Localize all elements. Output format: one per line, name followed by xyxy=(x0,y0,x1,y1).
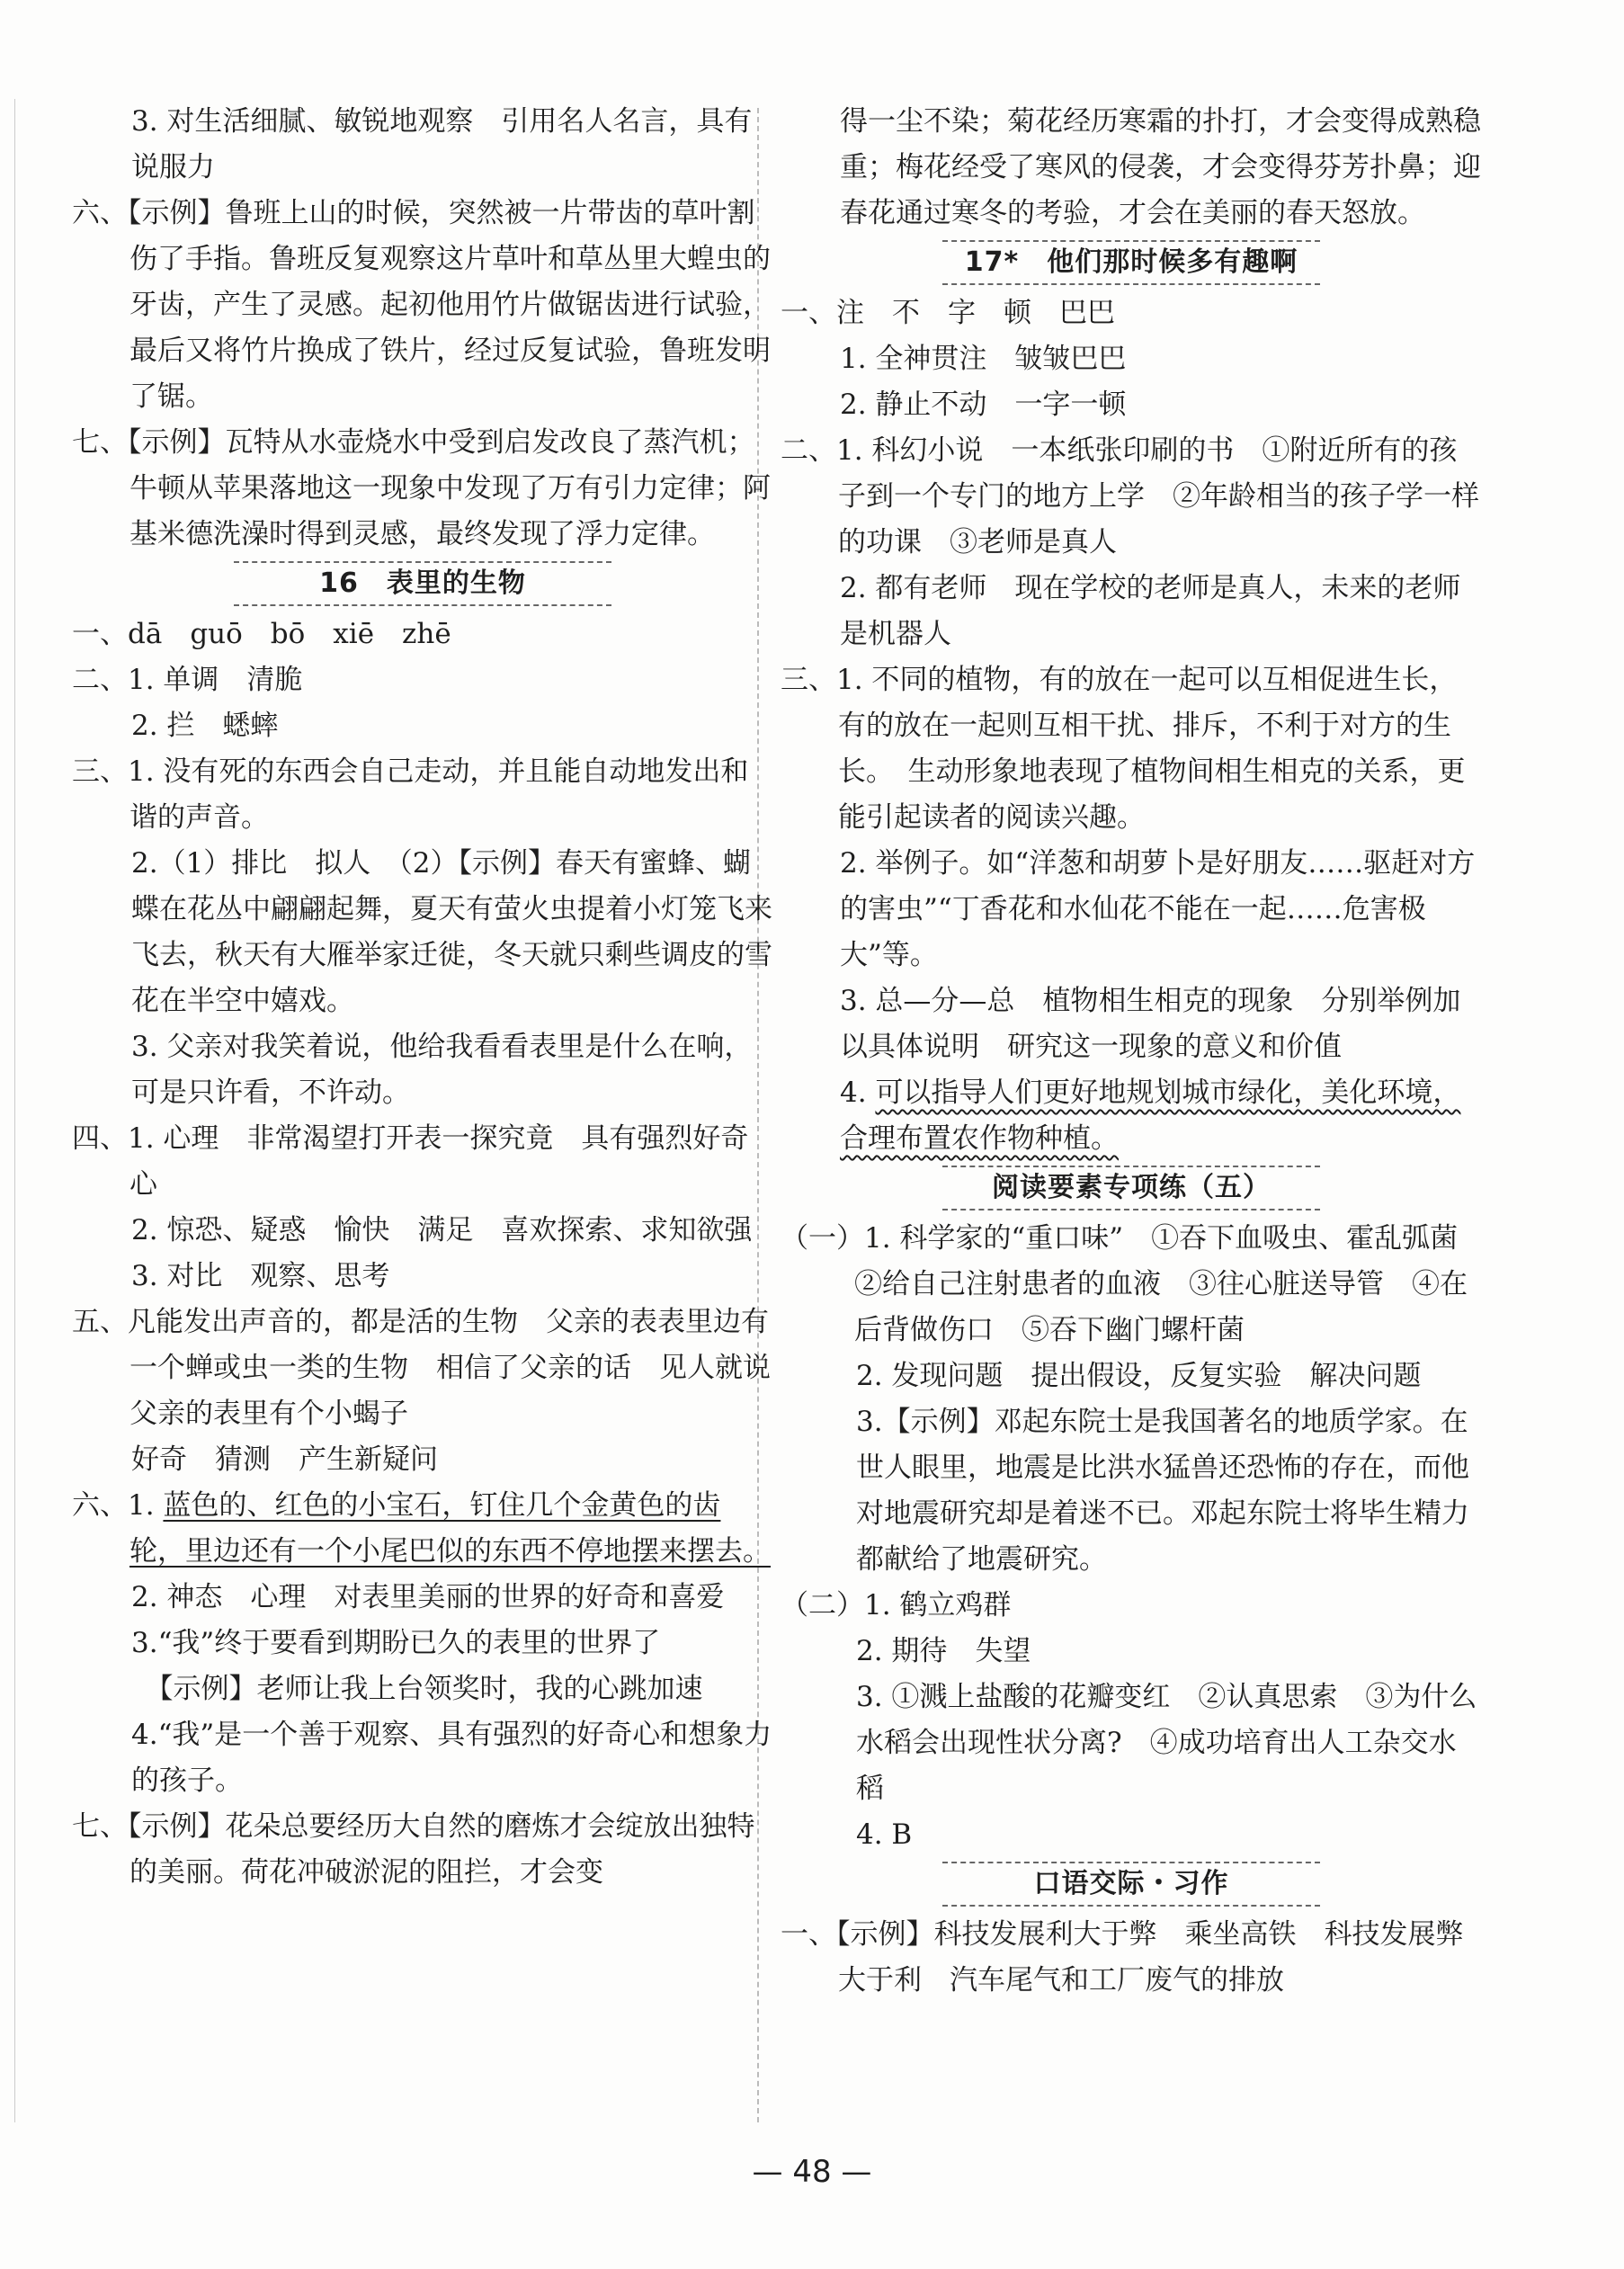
answer-prefix: 六、 xyxy=(72,197,128,229)
answer-line xyxy=(72,1712,773,1804)
answer-prefix: 一、 xyxy=(72,618,128,650)
answer-wavy xyxy=(781,1070,1482,1162)
answer-line xyxy=(72,841,773,1024)
answer-text: 1. 没有死的东西会自己走动，并且能自动地发出和谐的声音。 xyxy=(128,755,749,834)
section-16-answers xyxy=(72,612,773,1483)
answer-text: 得一尘不染；菊花经历寒霜的扑打，才会变得成熟稳重；梅花经受了寒风的侵袭，才会变得芬芳扑鼻；迎春花通过寒冬的考验，才会在美丽的春天怒放。 xyxy=(840,105,1481,229)
answer-prefix: 二、 xyxy=(781,434,836,467)
answer-line xyxy=(781,1629,1482,1675)
answer-six xyxy=(72,1483,773,1575)
answer-line xyxy=(72,703,773,749)
answer-text: 3. ①溅上盐酸的花瓣变红 ②认真思索 ③为什么水稻会出现性状分离? ④成功培育出人工杂交水稻 xyxy=(856,1681,1477,1805)
answer-text: 3. 父亲对我笑着说，他给我看看表里是什么在响，可是只许看，不许动。 xyxy=(131,1031,753,1109)
answer-line xyxy=(72,99,773,191)
answer-line xyxy=(72,1666,773,1712)
answer-line xyxy=(72,191,773,420)
answer-number: 1. xyxy=(128,1489,164,1522)
answer-prefix: 七、 xyxy=(72,1810,128,1843)
answer-line xyxy=(72,657,773,703)
answer-text: 1. 单调 清脆 xyxy=(128,664,303,696)
answer-line xyxy=(781,657,1482,841)
answer-line xyxy=(781,841,1482,978)
answer-prefix: 五、 xyxy=(72,1306,128,1338)
answer-text: 注 不 字 顿 巴巴 xyxy=(836,297,1115,329)
answer-prefix: 一、 xyxy=(781,1918,836,1951)
wavy-underlined-answer: 可以指导人们更好地规划城市绿化，美化环境，合理布置农作物种植。 xyxy=(840,1076,1461,1155)
answer-line xyxy=(72,612,773,657)
answer-line xyxy=(72,749,773,841)
answer-line xyxy=(781,290,1482,336)
answer-text: 4.“我”是一个善于观察、具有强烈的好奇心和想象力的孩子。 xyxy=(131,1719,772,1797)
section-heading-oral: 口语交际・习作 xyxy=(942,1862,1320,1907)
answer-line xyxy=(781,382,1482,428)
answer-line xyxy=(72,1300,773,1437)
answer-line xyxy=(781,978,1482,1070)
answer-text: 2. 期待 失望 xyxy=(856,1635,1031,1667)
answer-line xyxy=(781,1216,1486,1353)
answer-text: 2. 发现问题 提出假设，反复实验 解决问题 xyxy=(856,1360,1422,1392)
answer-line xyxy=(781,566,1482,657)
answer-text: 2. 惊恐、疑惑 愉快 满足 喜欢探索、求知欲强 xyxy=(131,1214,753,1246)
answer-number: 4. xyxy=(840,1076,876,1109)
underlined-answer: 蓝色的、红色的小宝石，钉住几个金黄色的齿轮，里边还有一个小尾巴似的东西不停地摆来摆去。 xyxy=(129,1489,771,1568)
answer-line xyxy=(72,420,773,558)
answer-text: 2. 拦 蟋蟀 xyxy=(131,710,279,742)
answer-line xyxy=(781,428,1482,566)
answer-text: 3.“我”终于要看到期盼已久的表里的世界了 xyxy=(131,1627,661,1659)
answer-text: 1. 鹤立鸡群 xyxy=(864,1589,1012,1621)
answer-text: 【示例】花朵总要经历大自然的磨炼才会绽放出独特的美丽。荷花冲破淤泥的阻拦，才会变 xyxy=(128,1810,755,1889)
answer-text: 凡能发出声音的，都是活的生物 父亲的表表里边有一个蝉或虫一类的生物 相信了父亲的话 见人就说父亲的表里有个小蝎子 xyxy=(128,1306,771,1430)
answer-prefix: （一） xyxy=(781,1222,864,1255)
answer-line xyxy=(72,1437,773,1483)
answer-line xyxy=(72,1024,773,1116)
answer-text: 1. 科幻小说 一本纸张印刷的书 ①附近所有的孩子到一个专门的地方上学 ②年龄相当的孩子学一样的功课 ③老师是真人 xyxy=(836,434,1479,558)
answer-text: 3. 对生活细腻、敏锐地观察 引用名人名言，具有说服力 xyxy=(131,105,753,183)
answer-prefix: 三、 xyxy=(72,755,128,788)
right-column xyxy=(781,99,1486,2004)
answer-line xyxy=(72,1804,773,1896)
section-17-answers xyxy=(781,290,1482,1070)
section-heading-17: 17* 他们那时候多有趣啊 xyxy=(942,240,1320,285)
answer-prefix: 四、 xyxy=(72,1122,128,1155)
answer-line xyxy=(781,336,1482,382)
answer-text: dā guō bō xiē zhē xyxy=(128,618,451,650)
answer-text: 【示例】鲁班上山的时候，突然被一片带齿的草叶割伤了手指。鲁班反复观察这片草叶和草丛里大蝗虫的牙齿，产生了灵感。起初他用竹片做锯齿进行试验，最后又将竹片换成了铁片，经过反复试验，鲁班发明了锯。 xyxy=(128,197,771,413)
answer-line xyxy=(781,1812,1482,1858)
answer-text: 1. 科学家的“重口味” ①吞下血吸虫、霍乱弧菌 ②给自己注射患者的血液 ③往心脏送导管 ④在后背做伤口 ⑤吞下幽门螺杆菌 xyxy=(854,1222,1486,1346)
answer-text: 3.【示例】邓起东院士是我国著名的地质学家。在世人眼里，地震是比洪水猛兽还恐怖的存在，而他对地震研究却是着迷不已。邓起东院士将毕生精力都献给了地震研究。 xyxy=(856,1406,1469,1576)
right-intro-answers xyxy=(781,99,1482,237)
answer-line xyxy=(781,1912,1482,2004)
answer-text: 1. 全神贯注 皱皱巴巴 xyxy=(840,343,1127,375)
answer-prefix: 六、 xyxy=(72,1489,128,1522)
answer-text: 2.（1）排比 拟人 （2）【示例】春天有蜜蜂、蝴蝶在花丛中翩翩起舞，夏天有萤火虫提着小灯笼飞来飞去，秋天有大雁举家迁徙，冬天就只剩些调皮的雪花在半空中嬉戏。 xyxy=(131,847,772,1017)
answer-text: 2. 静止不动 一字一顿 xyxy=(840,389,1127,421)
answer-line xyxy=(781,1675,1482,1812)
section-16-answers-continued xyxy=(72,1575,773,1896)
answer-prefix: 二、 xyxy=(72,664,128,696)
answer-prefix: 七、 xyxy=(72,426,128,459)
section-heading-16: 16 表里的生物 xyxy=(234,561,611,606)
answer-line xyxy=(781,1353,1482,1399)
answer-line xyxy=(72,1254,773,1300)
answer-line xyxy=(781,1583,1482,1629)
answer-text: 1. 心理 非常渴望打开表一探究竟 具有强烈好奇心 xyxy=(128,1122,749,1201)
answer-prefix: 一、 xyxy=(781,297,836,329)
left-column xyxy=(72,99,773,1896)
answer-line xyxy=(72,1208,773,1254)
answer-text: 【示例】老师让我上台领奖时，我的心跳加速 xyxy=(131,1673,703,1705)
answer-text: 2. 举例子。如“洋葱和胡萝卜是好朋友……驱赶对方的害虫”“丁香花和水仙花不能在一起……危害极大”等。 xyxy=(840,847,1476,971)
oral-writing-answers xyxy=(781,1912,1482,2004)
left-intro-answers xyxy=(72,99,773,558)
answer-line xyxy=(72,1621,773,1666)
section-heading-reading: 阅读要素专项练（五） xyxy=(942,1166,1320,1210)
answer-text: 【示例】科技发展利大于弊 乘坐高铁 科技发展弊大于利 汽车尾气和工厂废气的排放 xyxy=(836,1918,1464,1997)
answer-line xyxy=(781,99,1482,237)
answer-text: 2. 神态 心理 对表里美丽的世界的好奇和喜爱 xyxy=(131,1581,725,1613)
answer-line xyxy=(72,1575,773,1621)
answer-line xyxy=(781,1399,1482,1583)
margin-rule xyxy=(14,99,15,2122)
answer-text: 3. 总—分—总 植物相生相克的现象 分别举例加以具体说明 研究这一现象的意义和价值 xyxy=(840,985,1461,1063)
answer-text: 好奇 猜测 产生新疑问 xyxy=(131,1443,438,1476)
answer-text: 1. 不同的植物，有的放在一起可以互相促进生长，有的放在一起则互相干扰、排斥，不利于对方的生长。 生动形象地表现了植物间相生相克的关系，更能引起读者的阅读兴趣。 xyxy=(836,664,1466,834)
answer-line xyxy=(72,1116,773,1208)
answer-text: 2. 都有老师 现在学校的老师是真人，未来的老师是机器人 xyxy=(840,572,1461,650)
answer-text: 3. 对比 观察、思考 xyxy=(131,1260,390,1292)
answer-text: 4. B xyxy=(856,1818,913,1851)
page-number: — 48 — xyxy=(752,2154,872,2190)
answer-text: 【示例】瓦特从水壶烧水中受到启发改良了蒸汽机；牛顿从苹果落地这一现象中发现了万有引力定律；阿基米德洗澡时得到灵感，最终发现了浮力定律。 xyxy=(128,426,771,550)
answer-prefix: （二） xyxy=(781,1589,864,1621)
reading-practice-answers xyxy=(781,1216,1486,1858)
answer-prefix: 三、 xyxy=(781,664,836,696)
